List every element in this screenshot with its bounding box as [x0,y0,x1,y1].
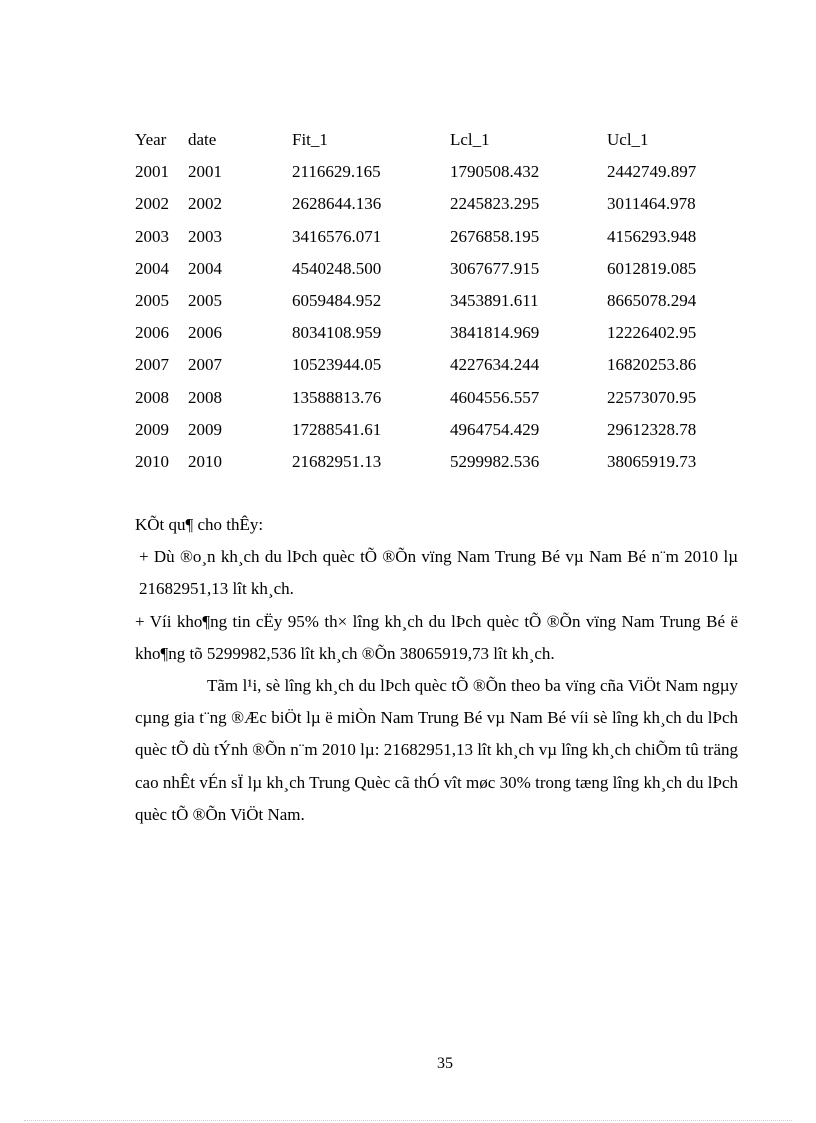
cell-fit: 2116629.165 [292,162,381,182]
cell-fit: 21682951.13 [292,451,382,471]
cell-ucl: 6012819.085 [607,258,697,278]
table-row [135,156,747,188]
page-number: 35 [437,1055,453,1072]
cell-ucl: 3011464.978 [607,194,696,214]
cell-fit: 17288541.61 [292,419,382,439]
cell-ucl: 8665078.294 [607,291,697,311]
header-date: date [188,130,217,150]
cell-date: 2003 [188,226,222,246]
cell-lcl: 4604556.557 [450,387,540,407]
table-row [135,382,747,414]
cell-date: 2007 [188,355,222,375]
cell-lcl: 2676858.195 [450,226,540,246]
summary-paragraph: Tãm l¹i, sè lîng kh¸ch du lÞch quèc tÕ ®Õn theo ba vïng cña ViÖt Nam ngµy cµng gia t¨ng ®Æc biÖt lµ ë miÒn Nam Trung Bé vµ Nam Bé víi sè lîng kh¸ch du lÞch quèc tÕ dù tÝnh ®Õn n¨m 2010 lµ: 21682951,13 lît kh¸ch vµ lîng kh¸ch chiÕm tû träng cao nhÊt vÉn sÏ lµ kh¸ch Trung Quèc cã thÓ vît møc 30% trong tæng lîng kh¸ch du lÞch quèc tÕ ®Õn ViÖt Nam. [135,676,738,824]
forecast-table [135,124,747,478]
cell-fit: 2628644.136 [292,194,382,214]
cell-year: 2006 [135,323,169,343]
cell-date: 2010 [188,451,222,471]
cell-lcl: 4227634.244 [450,355,540,375]
table-row [135,414,747,446]
cell-fit: 6059484.952 [292,291,382,311]
cell-year: 2002 [135,194,169,214]
cell-date: 2008 [188,387,222,407]
cell-ucl: 16820253.86 [607,355,697,375]
table-row [135,253,747,285]
table-row [135,446,747,478]
cell-date: 2006 [188,323,222,343]
cell-ucl: 38065919.73 [607,451,697,471]
cell-year: 2009 [135,419,169,439]
cell-date: 2009 [188,419,222,439]
cell-year: 2010 [135,451,169,471]
cell-fit: 3416576.071 [292,226,382,246]
cell-year: 2007 [135,355,169,375]
cell-lcl: 4964754.429 [450,419,540,439]
cell-year: 2003 [135,226,169,246]
cell-ucl: 12226402.95 [607,323,697,343]
header-fit: Fit_1 [292,130,328,150]
cell-date: 2005 [188,291,222,311]
cell-fit: 10523944.05 [292,355,382,375]
cell-lcl: 2245823.295 [450,194,540,214]
cell-ucl: 2442749.897 [607,162,697,182]
cell-lcl: 5299982.536 [450,451,540,471]
cell-lcl: 1790508.432 [450,162,540,182]
cell-date: 2001 [188,162,222,182]
cell-ucl: 29612328.78 [607,419,697,439]
cell-lcl: 3841814.969 [450,323,540,343]
header-ucl: Ucl_1 [607,130,649,150]
cell-year: 2008 [135,387,169,407]
table-header-row [135,124,747,156]
table-row [135,285,747,317]
forecast-point: + Dù ®o¸n kh¸ch du lÞch quèc tÕ ®Õn vïng Nam Trung Bé vµ Nam Bé n¨m 2010 lµ 21682951,13 lît kh¸ch. [139,547,738,599]
cell-ucl: 4156293.948 [607,226,697,246]
page-bottom-divider [24,1120,792,1121]
table-row [135,221,747,253]
cell-year: 2001 [135,162,169,182]
table-row [135,349,747,381]
cell-lcl: 3453891.611 [450,291,539,311]
results-intro: KÕt qu¶ cho thÊy: [135,515,264,534]
cell-lcl: 3067677.915 [450,258,540,278]
cell-date: 2004 [188,258,222,278]
cell-year: 2004 [135,258,169,278]
table-row [135,188,747,220]
confidence-point: + Víi kho¶ng tin cËy 95% th× lîng kh¸ch du lÞch quèc tÕ ®Õn vïng Nam Trung Bé ë kho¶ng tõ 5299982,536 lît kh¸ch ®Õn 38065919,73 lît kh¸ch. [135,611,738,663]
header-lcl: Lcl_1 [450,130,490,150]
cell-year: 2005 [135,291,169,311]
cell-fit: 13588813.76 [292,387,382,407]
cell-date: 2002 [188,194,222,214]
cell-fit: 4540248.500 [292,258,382,278]
body-text [135,509,738,831]
header-year: Year [135,130,167,150]
cell-fit: 8034108.959 [292,323,382,343]
table-row [135,317,747,349]
cell-ucl: 22573070.95 [607,387,697,407]
